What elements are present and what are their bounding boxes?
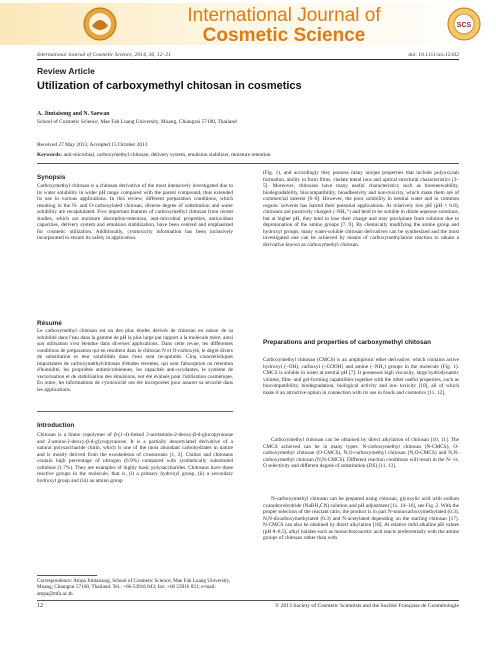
synopsis-heading: Synopsis [37, 174, 66, 181]
n-cmcs-preparation-text: N-carboxymethyl chitosan can be prepared using chitosan, glyoxylic acid with sodium cyanoborohydride (NaBH₃CN) solution and pH adjustment [11, 14–16], see Fig. 2. With the proper selection of the reactant ratio, the product is in part N-monocarboxymethylated (0.3), N,N-dicarboxymethylated (0.3) and N-acetylated depending on the starting chitosan [17]. N-CMCS can also be obtained by direct alkylation [18]. At relative mild alkaline pH values (pH 8–8.5), alkyl halides such as monochloroacetic acid reacts preferentially with the amine groups of chitosan rather than with [263, 496, 459, 542]
affiliation: School of Cosmetic Science, Mae Fah Luang University, Muang, Chiangrai 57100, Thailand [37, 119, 237, 125]
authors: A. Jimtaisong and N. Saewan [37, 111, 110, 117]
journal-name-line2: Cosmetic Science [202, 24, 366, 46]
journal-name-line1: International Journal of [187, 5, 381, 26]
keywords-list: anti-microbial, carboxymethyl chitosan, delivery system, emulsion stabilizer, moisture retention [63, 152, 271, 158]
article-type: Review Article [37, 66, 95, 76]
header-rule [37, 59, 459, 60]
doi-link[interactable]: doi: 10.1111/ics.12102 [408, 52, 459, 58]
keywords-rule [37, 163, 459, 164]
resume-heading: Résumé [37, 320, 62, 327]
scs-logo-text: SCS [456, 22, 472, 29]
cmcs-properties-text: Carboxymethyl chitosan (CMCS) is an amphiprotic ether derivative, which contains active hydroxyl (–OH), carboxyl (–COOH) and amine (–NH₂) groups in the molecule (Fig. 1). CMCS is soluble in water at neutral pH [7]. It possesses high viscosity, large hydrodynamic volume, film- and gel-forming capabilities together with the other useful properties, such as biocompatibility, biodegradation, biological activity and low toxicity [10], all of which make it an attractive option in connection with its use in foods and cosmetics [11, 12]. [263, 357, 459, 396]
journal-name [134, 6, 434, 46]
received-accepted-dates: Received 27 May 2013, Accepted 15 October 2013 [37, 142, 148, 148]
cmcs-alkylation-text: Carboxymethyl chitosan can be obtained by direct alkylation of chitosan [10, 11]. The CMCS achieved can be in many types: N-carboxymethyl chitosan (N-CMCS), O-carboxymethyl chitosan (O-CMCS), N,O-carboxymethyl chitosan (N,O-CMCS) and N,N-carboxymethyl chitosan (N,N-CMCS). Different reaction conditions will result in the N- vs. O selectivity and different degree of substitution (DS) [11, 13]. [263, 437, 459, 470]
keywords-label: Keywords: [37, 152, 63, 158]
keywords [37, 152, 271, 158]
article-title: Utilization of carboxymethyl chitosan in cosmetics [37, 80, 302, 92]
page-number: 12 [37, 603, 43, 609]
preparations-heading: Preparations and properties of carboxymethyl chitosan [263, 339, 431, 346]
synopsis-text: Carboxymethyl chitosan is a chitosan derivative of the most intensively investigated due to its water solubility in wider pH range compared with the parent compound, thus extended its use in various applications. In this review, different preparation conditions, which resulting in the N- and O-carboxylated chitosan, diverse degree of substitution and water solubility are recapitulated. Five important features of carboxymethyl chitosan from recent studies, which are moisture absorption-retention, anti-microbial properties, antioxidant capacities, delivery system and emulsion stabilization, have been centred and emphasized for cosmetic utilization. Additionally, cytotoxicity information has been inclusively incorporated to ensure its safety in application. [37, 183, 233, 242]
left-column [37, 174, 233, 574]
footer-rule [37, 600, 459, 601]
right-column [263, 170, 459, 596]
introduction-text: Chitosan is a linear copolymer of β-(1-4)-linked 2-acetamido-2-deoxy-β-d-glucopyranose and 2-amino-2-deoxy-β-d-glycopyranose. It is a partially deacetylated derivative of a natural polysaccharide chitin, which is one of the most abundant carbohydrates in nature and is mostly derived from the exoskeleton of crustaceans [1, 2]. Chitins and chitosans contain high percentage of nitrogen (6.9%) compared with synthetically substituted cellulose (1.7%). They are examples of highly basic polysaccharides. Chitosans have three reactive groups in the molecule, that is, (i) a primary hydroxyl group, (ii) a secondary hydroxyl group and (iii) an amino group [37, 432, 233, 484]
resume-text: Le carboxyméthyl chitosan est un des plus études dérivés de chitosan en raison de sa solubilité dans l'eau dans la gamme de pH la plus large par rapport à la molécule mère; ainsi son utilisation s'est étendue dans diverses applications. Dans cette revue, les différentes conditions de préparation qui en résultent dans le chitosan N et O-carboxylé, le degré divers de substitution et leur solubilités dans l'eau sont recapitulés. Cinq caractéristiques importantes de carboxyméthylchitosan d'études récentes, qui sont l'absorption ou rétention d'humidité, les propriétés antimicrobiennes, les capacités anti-oxydantes, le système de vectorisation et de stabilisation des émulsions, ont été évalués pour l'utilisation cosmétique. En outre, les informations de cytotoxicité ont été incorporées pour assurer sa sécurité dans les applications. [37, 328, 233, 393]
copyright-notice: © 2013 Society of Cosmetic Scientists and the Société Française de Cosmétologie [275, 603, 459, 609]
introduction-heading: Introduction [37, 422, 75, 429]
scs-logo-icon [446, 6, 482, 42]
journal-banner [0, 0, 496, 50]
correspondence-rule [37, 575, 97, 576]
intro-continued-text: (Fig. 1), and accordingly they possess many unique properties that include polyoxysalt formation, ability to form films, chelate metal ions and optical structural characteristics [3–5]. Moreover, chitosans have many useful characteristics such as biorenewability, biodegradability, biocompatibility, bioadhesivity and non-toxicity, which make them are of commercial interest [6–8]. However, the poor solubility in neutral water and in common organic solvents has barred their potential applications. At relatively low pH (pH < 6.0), chitosans are positively charged (–NH₃⁺) and tend to be soluble in dilute aqueous solutions, but at higher pH, they tend to lose their charge and may precipitate from solution due to deprotonation of the amino groups [7, 9]. By chemically modifying the amine group and hydroxyl groups, many water-soluble chitosan derivatives can be synthesized and the most investigated one can be achieved by means of carboxymethylation reaction to obtain a derivative known as carboxymethyl chitosan. [263, 170, 459, 249]
correspondence: Correspondence: Ampa Jimtaisong, School of Cosmetic Science, Mae Fah Luang University, Muang, Chiangrai 57100, Thailand. Tel.: +66-53916 843; fax: +66 53916 831; e-mail: ampa@mfu.ac.th [37, 578, 231, 597]
citation-line: International Journal of Cosmetic Science, 2014, 36, 12–21 [37, 52, 171, 58]
wiley-logo-icon [82, 6, 118, 42]
